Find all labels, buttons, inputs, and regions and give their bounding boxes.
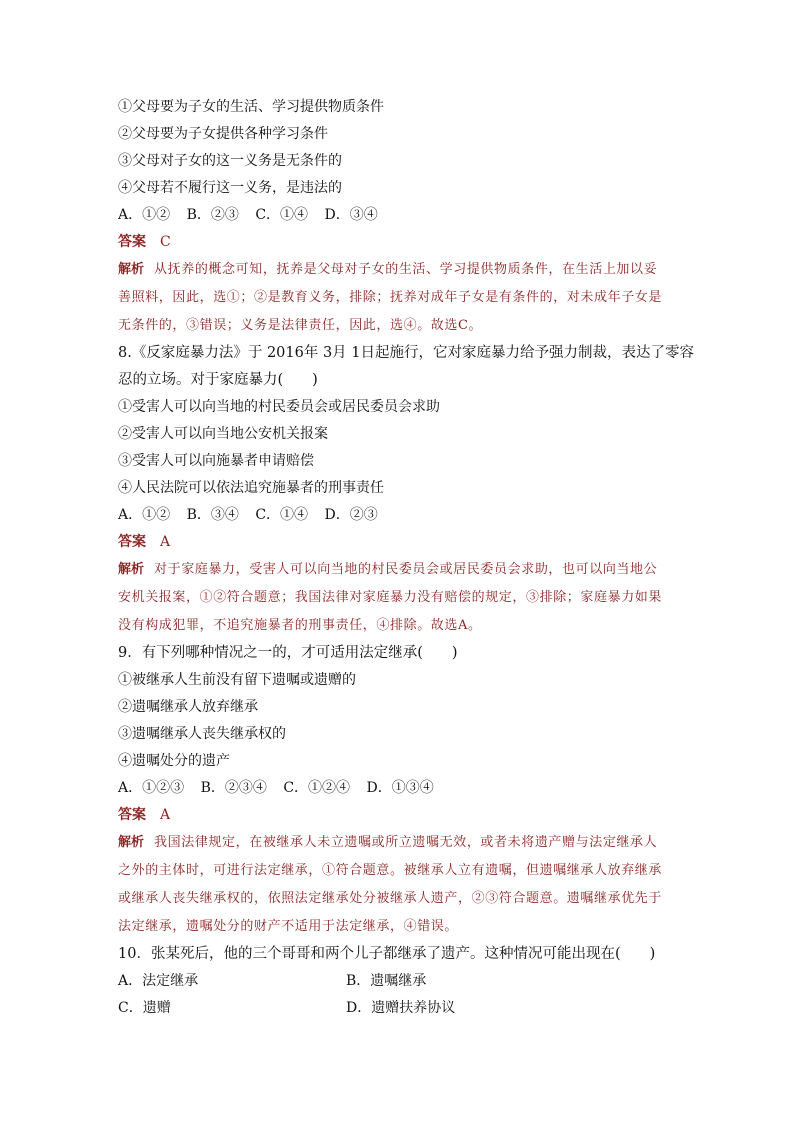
q8-answer-label: 答案 <box>118 534 146 550</box>
q8-analysis-label: 解析 <box>118 562 145 577</box>
q9-analysis <box>118 829 678 941</box>
q9-option-b: B．②③④ <box>200 780 267 796</box>
q9-answer <box>118 802 678 829</box>
q9-item-4: ④遗嘱处分的遗产 <box>118 753 230 769</box>
q10-option-b: B．遗嘱继承 <box>346 973 427 989</box>
q9-option-c: C．①②④ <box>283 780 351 796</box>
q8-item-4: ④人民法院可以依法追究施暴者的刑事责任 <box>118 480 384 496</box>
q7-item-1: ①父母要为子女的生活、学习提供物质条件 <box>118 99 384 115</box>
q7-option-b: B．②③ <box>186 207 239 223</box>
q9-stem: 9．有下列哪种情况之一的，才可适用法定继承( ) <box>118 645 458 661</box>
q8-stem-line-2: 忍的立场。对于家庭暴力( ) <box>118 372 318 388</box>
q7-analysis-line-2: 善照料，因此，选①；②是教育义务，排除；抚养对成年子女是有条件的，对未成年子女是 <box>118 290 663 305</box>
q9-analysis-label: 解析 <box>118 835 145 850</box>
q7-analysis-line-1: 从抚养的概念可知，抚养是父母对子女的生活、学习提供物质条件，在生活上加以妥 <box>154 262 658 277</box>
q7-option-a: A．①② <box>118 207 171 223</box>
q7-options <box>118 202 678 229</box>
q9-analysis-line-4: 法定继承，遗嘱处分的财产不适用于法定继承，④错误。 <box>118 919 459 934</box>
q8-item-3: ③受害人可以向施暴者申请赔偿 <box>118 453 314 469</box>
q8-answer <box>118 529 678 556</box>
q7-analysis <box>118 256 678 340</box>
q10-option-c: C．遗赠 <box>118 1000 171 1016</box>
q8-analysis-line-2: 安机关报案，①②符合题意；我国法律对家庭暴力没有赔偿的规定，③排除；家庭暴力如果 <box>118 590 663 605</box>
q7-analysis-line-3: 无条件的，③错误；义务是法律责任，因此，选④。故选C。 <box>118 318 483 333</box>
q8-analysis-line-3: 没有构成犯罪，不追究施暴者的刑事责任，④排除。故选A。 <box>118 618 482 633</box>
q8-analysis <box>118 556 678 640</box>
q10-option-d: D．遗赠扶养协议 <box>346 1000 456 1016</box>
q7-item-3: ③父母对子女的这一义务是无条件的 <box>118 153 342 169</box>
q7-option-d: D．③④ <box>324 207 378 223</box>
q10-option-a: A．法定继承 <box>118 973 199 989</box>
question-8 <box>118 340 695 640</box>
q8-option-b: B．③④ <box>186 507 239 523</box>
q8-option-c: C．①④ <box>255 507 309 523</box>
question-9 <box>118 640 678 941</box>
q7-answer-label: 答案 <box>118 234 146 250</box>
q7-item-2: ②父母要为子女提供各种学习条件 <box>118 126 328 142</box>
q9-options <box>118 775 678 802</box>
q8-option-d: D．②③ <box>324 507 378 523</box>
q8-answer-value: A <box>160 534 171 550</box>
q8-item-2: ②受害人可以向当地公安机关报案 <box>118 426 328 442</box>
q8-item-1: ①受害人可以向当地的村民委员会或居民委员会求助 <box>118 399 440 415</box>
q9-analysis-line-2: 之外的主体时，可进行法定继承，①符合题意。被继承人立有遗嘱，但遗嘱继承人放弃继承 <box>118 863 663 878</box>
q8-stem-line-1: 8.《反家庭暴力法》于 2016年 3月 1日起施行，它对家庭暴力给予强力制裁，表达了零容 <box>118 345 695 361</box>
q7-analysis-label: 解析 <box>118 262 145 277</box>
q10-stem: 10．张某死后，他的三个哥哥和两个儿子都继承了遗产。这种情况可能出现在( ) <box>118 946 656 962</box>
q8-option-a: A．①② <box>118 507 171 523</box>
q10-options-row-1 <box>118 968 678 995</box>
q7-answer <box>118 229 678 256</box>
q9-answer-label: 答案 <box>118 807 146 823</box>
q8-analysis-line-1: 对于家庭暴力，受害人可以向当地的村民委员会或居民委员会求助，也可以向当地公 <box>154 562 658 577</box>
q9-option-a: A．①②③ <box>118 780 185 796</box>
q9-answer-value: A <box>160 807 171 823</box>
q9-analysis-line-3: 或继承人丧失继承权的，依照法定继承处分被继承人遗产，②③符合题意。遗嘱继承优先于 <box>118 891 663 906</box>
q7-option-c: C．①④ <box>255 207 309 223</box>
q7-answer-value: C <box>160 234 171 250</box>
q9-item-2: ②遗嘱继承人放弃继承 <box>118 699 258 715</box>
q8-options <box>118 502 678 529</box>
q7-item-4: ④父母若不履行这一义务，是违法的 <box>118 180 342 196</box>
q10-options-row-2 <box>118 995 678 1022</box>
q9-option-d: D．①③④ <box>366 780 434 796</box>
q9-item-1: ①被继承人生前没有留下遗嘱或遗赠的 <box>118 672 356 688</box>
q9-analysis-line-1: 我国法律规定，在被继承人未立遗嘱或所立遗嘱无效，或者未将遗产赠与法定继承人 <box>154 835 658 850</box>
document-page <box>118 94 695 1022</box>
question-10 <box>118 941 678 1022</box>
question-7 <box>118 94 678 340</box>
q9-item-3: ③遗嘱继承人丧失继承权的 <box>118 726 286 742</box>
